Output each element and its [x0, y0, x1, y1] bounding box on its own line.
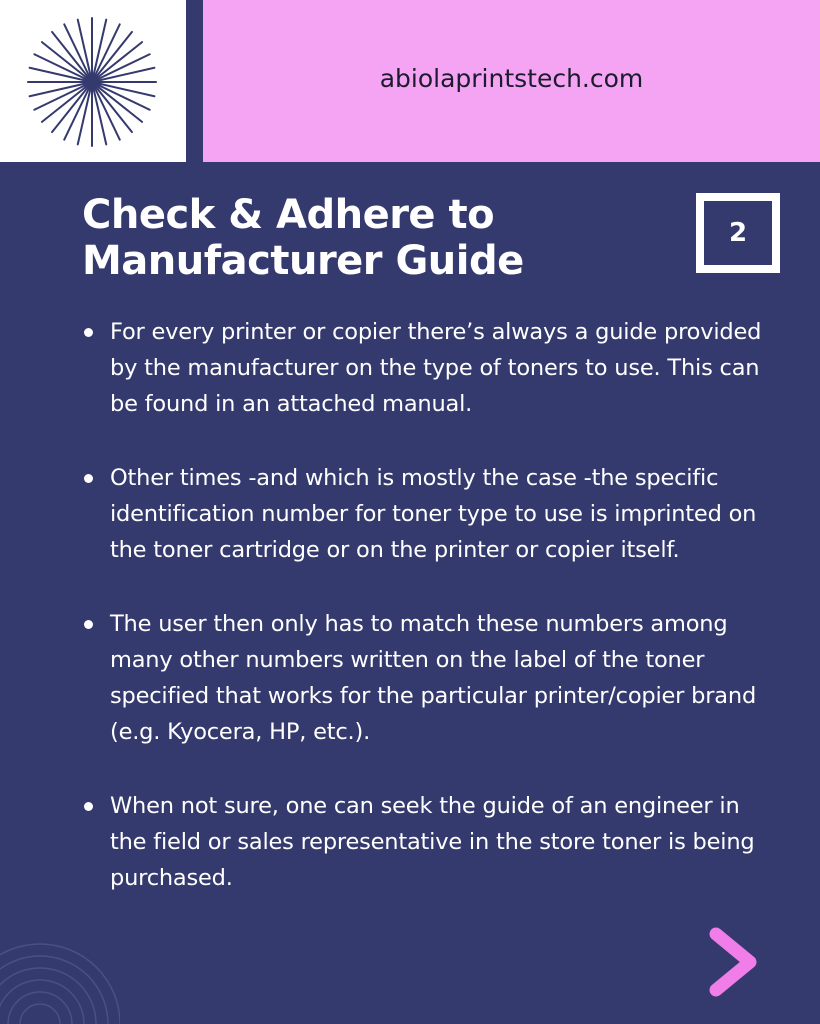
slide-title [82, 192, 642, 284]
header [0, 0, 820, 162]
bullet-dot-icon [84, 802, 93, 811]
list-item [82, 460, 762, 568]
logo-box [0, 0, 186, 162]
bullet-text: For every printer or copier there’s always a guide provided by the manufacturer on the type of toners to use. This can be found in an attached manual. [110, 319, 762, 417]
list-item [82, 314, 762, 422]
bullet-text: When not sure, one can seek the guide of an engineer in the field or sales representative in the store toner is being purchased. [110, 793, 755, 891]
bullet-dot-icon [84, 474, 93, 483]
site-banner [203, 0, 820, 162]
title-line-1: Check & Adhere to [82, 192, 495, 238]
chevron-right-icon[interactable] [704, 922, 764, 1002]
bullet-list [82, 314, 762, 934]
page-number: 2 [704, 201, 772, 265]
bullet-text: The user then only has to match these numbers among many other numbers written on the label of the toner specified that works for the particular printer/copier brand (e.g. Kyocera, HP, etc.). [110, 611, 757, 745]
starburst-icon [22, 15, 162, 149]
title-line-2: Manufacturer Guide [82, 238, 524, 284]
bullet-dot-icon [84, 620, 93, 629]
list-item [82, 606, 762, 750]
concentric-arcs-icon [0, 910, 120, 1024]
site-url: abiolaprintstech.com [379, 64, 644, 93]
bullet-dot-icon [84, 328, 93, 337]
list-item [82, 788, 762, 896]
page-number-badge [696, 193, 780, 273]
bullet-text: Other times -and which is mostly the case -the specific identification number for toner type to use is imprinted on the toner cartridge or on the printer or copier itself. [110, 465, 757, 563]
